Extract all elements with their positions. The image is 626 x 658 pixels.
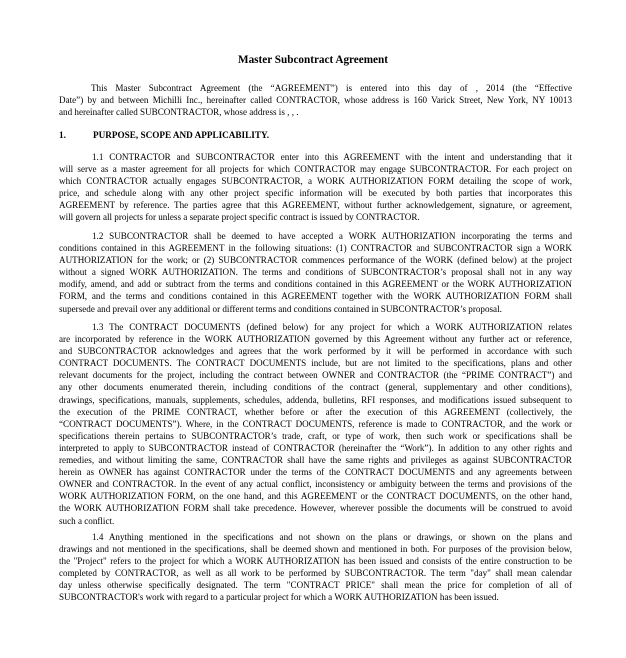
paragraph-line: will govern all projects for unless a separate project specific contract is issued by CONTRACTOR. <box>59 212 420 223</box>
intro-line: This Master Subcontract Agreement (the “AGREEMENT”) is entered into this day of , 2014 (the “Effective <box>91 83 572 93</box>
document-title: Master Subcontract Agreement <box>238 54 388 66</box>
paragraph-line: will serve as a master agreement for all projects for which CONTRACTOR may engage SUBCONTRACTOR. For each project on <box>59 164 572 175</box>
intro-line: and hereinafter called SUBCONTRACTOR, whose address is , , . <box>59 107 299 118</box>
paragraph-line: day unless otherwise specifically designated. The term "CONTRACT PRICE" shall mean the price for completion of all of <box>59 580 572 591</box>
paragraph-line: “CONTRACT DOCUMENTS”). Where, in the CONTRACT DOCUMENTS, reference is made to CONTRACTOR, and the work or <box>59 418 572 429</box>
paragraph-line: such a conflict. <box>59 515 115 526</box>
paragraph-1-2 <box>59 230 572 315</box>
paragraph-line: 1.1 CONTRACTOR and SUBCONTRACTOR enter into this AGREEMENT with the intent and understanding that it <box>92 152 572 162</box>
paragraph-line: AUTHORIZATION for the work; or (2) SUBCONTRACTOR commences performance of the WORK (defined below) at the project <box>59 255 572 266</box>
paragraph-line: CONTRACT DOCUMENTS. The CONTRACT DOCUMENTS include, but are not limited to the specifications, plans and other <box>59 358 572 369</box>
paragraph-line: AGREEMENT by reference. The parties agree that this AGREEMENT, without further acknowledgement, signature, or agreement, <box>59 200 572 211</box>
intro-paragraph <box>59 82 572 118</box>
paragraph-line: which CONTRACTOR actually engages SUBCONTRACTOR, a WORK AUTHORIZATION FORM detailing the scope of work, <box>59 176 572 187</box>
paragraph-line: interpreted to apply to SUBCONTRACTOR instead of CONTRACTOR (hereinafter the “Work”). In addition to any other rights and <box>59 442 572 453</box>
paragraph-line: FORM, and the terms and conditions contained in this AGREEMENT together with the WORK AUTHORIZATION FORM shall <box>59 291 572 302</box>
section-title: PURPOSE, SCOPE AND APPLICABILITY. <box>93 130 270 140</box>
paragraph-line: relevant documents for the project, including the contract between OWNER and CONTRACTOR (the “PRIME CONTRACT”) and <box>59 370 572 381</box>
paragraph-1-1 <box>59 151 572 224</box>
paragraph-line: herein as OWNER has against CONTRACTOR under the terms of the CONTRACT DOCUMENTS and any agreements between <box>59 467 572 478</box>
paragraph-line: the WORK AUTHORIZATION FORM shall take precedence. However, wherever possible the documents will be construed to avoid <box>59 503 572 514</box>
paragraph-line: the execution of the PRIME CONTRACT, whether before or after the execution of this AGREEMENT (collectively, the <box>59 406 572 417</box>
paragraph-line: 1.2 SUBCONTRACTOR shall be deemed to have accepted a WORK AUTHORIZATION incorporating the terms and <box>92 231 572 241</box>
paragraph-1-4 <box>59 531 572 604</box>
paragraph-line: price, and schedule along with any other project specific information will be executed by both parties that incorporates this <box>59 188 572 199</box>
paragraph-line: without a signed WORK AUTHORIZATION. The terms and conditions of SUBCONTRACTOR’s proposal shall not in any way <box>59 267 572 278</box>
section-heading <box>59 129 269 141</box>
paragraph-line: SUBCONTRACTOR's work with regard to a particular project for which a WORK AUTHORIZATION has been issued. <box>59 592 499 603</box>
paragraph-line: drawings, specifications, manuals, supplements, schedules, addenda, bulletins, RFI responses, and modifications issued subsequent to <box>59 394 572 405</box>
paragraph-line: the "Project" refers to the project for which a WORK AUTHORIZATION has been issued and consists of the entire construction to be <box>59 556 572 567</box>
intro-line: Date”) by and between Michilli Inc., hereinafter called CONTRACTOR, whose address is 160 Varick Street, New York, NY 10013 <box>59 95 572 106</box>
paragraph-line: and SUBCONTRACTOR acknowledges and agrees that the work performed by it will be performed in accordance with such <box>59 346 572 357</box>
paragraph-line: WORK AUTHORIZATION FORM, on the one hand, and this AGREEMENT or the CONTRACT DOCUMENTS, on the other hand, <box>59 491 572 502</box>
paragraph-line: remedies, and without limiting the same, CONTRACTOR shall have the same rights and privileges as against SUBCONTRACTOR <box>59 455 572 466</box>
paragraph-line: 1.4 Anything mentioned in the specifications and not shown on the plans or drawings, or shown on the plans and <box>92 532 572 542</box>
section-number: 1. <box>59 130 66 140</box>
paragraph-line: OWNER and CONTRACTOR. In the event of any actual conflict, inconsistency or ambiguity between the terms and provisions of the <box>59 479 572 490</box>
paragraph-line: conditions contained in this AGREEMENT in the following situations: (1) CONTRACTOR and SUBCONTRACTOR sign a WORK <box>59 243 572 254</box>
paragraph-line: specifications therein pertains to SUBCONTRACTOR’s trade, craft, or type of work, then such work or specifications shall be <box>59 430 572 441</box>
paragraph-line: drawings and not mentioned in the specifications, shall be deemed shown and mentioned in both. For purposes of the provision below, <box>59 544 572 555</box>
paragraph-line: are incorporated by reference in the WORK AUTHORIZATION governed by this Agreement without any further act or reference, <box>59 334 572 345</box>
paragraph-line: modify, amend, and add or subtract from the terms and conditions contained in this AGREEMENT or the WORK AUTHORIZATION <box>59 279 572 290</box>
paragraph-line: any other documents enumerated therein, including conditions of the contract (general, supplementary and other conditions), <box>59 382 572 393</box>
paragraph-line: supersede and prevail over any additional or different terms and conditions contained in SUBCONTRACTOR’s proposal. <box>59 303 502 314</box>
paragraph-1-3 <box>59 321 572 527</box>
paragraph-line: 1.3 The CONTRACT DOCUMENTS (defined below) for any project for which a WORK AUTHORIZATION relates <box>92 322 572 332</box>
paragraph-line: completed by CONTRACTOR, as well as all work to be performed by SUBCONTRACTOR. The term "day" shall mean calendar <box>59 568 572 579</box>
